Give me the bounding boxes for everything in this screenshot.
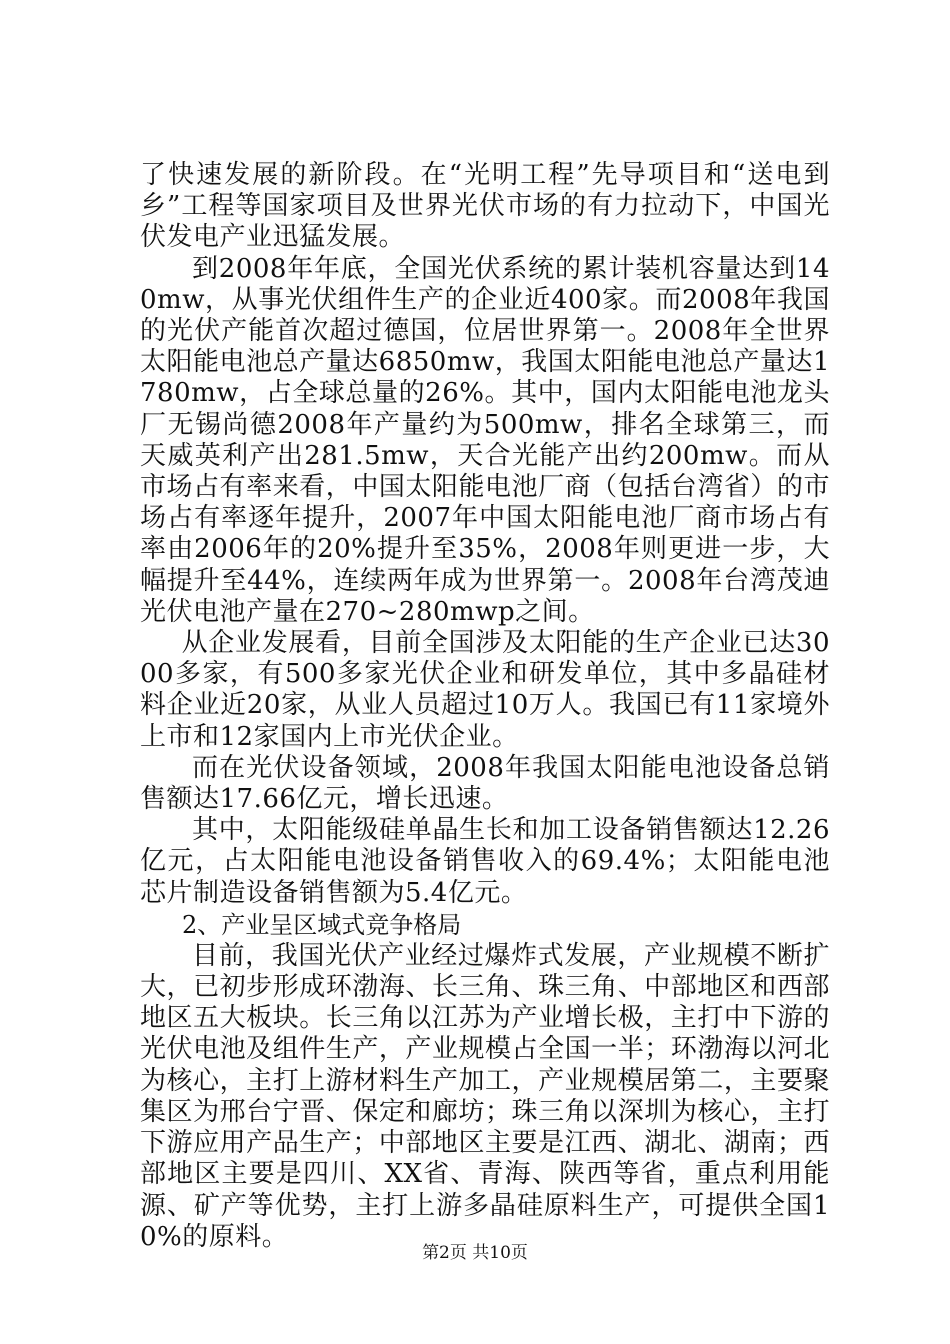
paragraph-continuation: 了快速发展的新阶段。在“光明工程”先导项目和“送电到乡”工程等国家项目及世界光伏市场的有力拉动下，中国光伏发电产业迅猛发展。 [140, 160, 830, 253]
section-heading: 2、产业呈区域式竞争格局 [182, 910, 462, 939]
paragraph-regional-layout: 目前，我国光伏产业经过爆炸式发展，产业规模不断扩大，已初步形成环渤海、长三角、珠三角、中部地区和西部地区五大板块。长三角以江苏为产业增长极，主打中下游的光伏电池及组件生产，产业规模占全国一半；环渤海以河北为核心，主打上游材料生产加工，产业规模居第二，主要聚集区为邢台宁晋、保定和廊坊；珠三角以深圳为核心，主打下游应用产品生产；中部地区主要是江西、湖北、湖南；西部地区主要是四川、XX省、青海、陕西等省，重点利用能源、矿产等优势，主打上游多晶硅原料生产，可提供全国10%的原料。 [140, 940, 830, 1252]
page-number-footer: 第2页 共10页 [422, 1243, 528, 1263]
paragraph-2008-statistics: 到2008年年底，全国光伏系统的累计装机容量达到140mw，从事光伏组件生产的企业近400家。而2008年我国的光伏产能首次超过德国，位居世界第一。2008年全世界太阳能电池总产量达6850mw，我国太阳能电池总产量达1780mw，占全球总量的26%。其中，国内太阳能电池龙头厂无锡尚德2008年产量约为500mw，排名全球第三，而天威英利产出281.5mw，天合光能产出约200mw。而从市场占有率来看，中国太阳能电池厂商（包括台湾省）的市场占有率逐年提升，2007年中国太阳能电池厂商市场占有率由2006年的20%提升至35%，2008年则更进一步，大幅提升至44%，连续两年成为世界第一。2008年台湾茂迪光伏电池产量在270~280mwp之间。 [140, 253, 830, 627]
paragraph-equipment-sector: 而在光伏设备领域，2008年我国太阳能电池设备总销售额达17.66亿元，增长迅速。 [140, 752, 830, 815]
paragraph-equipment-breakdown: 其中，太阳能级硅单晶生长和加工设备销售额达12.26亿元，占太阳能电池设备销售收入的69.4%；太阳能电池芯片制造设备销售额为5.4亿元。 [140, 815, 830, 908]
document-body [140, 160, 830, 1253]
paragraph-enterprise-development: 从企业发展看，目前全国涉及太阳能的生产企业已达3000多家，有500多家光伏企业和研发单位，其中多晶硅材料企业近20家，从业人员超过10万人。我国已有11家境外上市和12家国内上市光伏企业。 [140, 628, 830, 752]
